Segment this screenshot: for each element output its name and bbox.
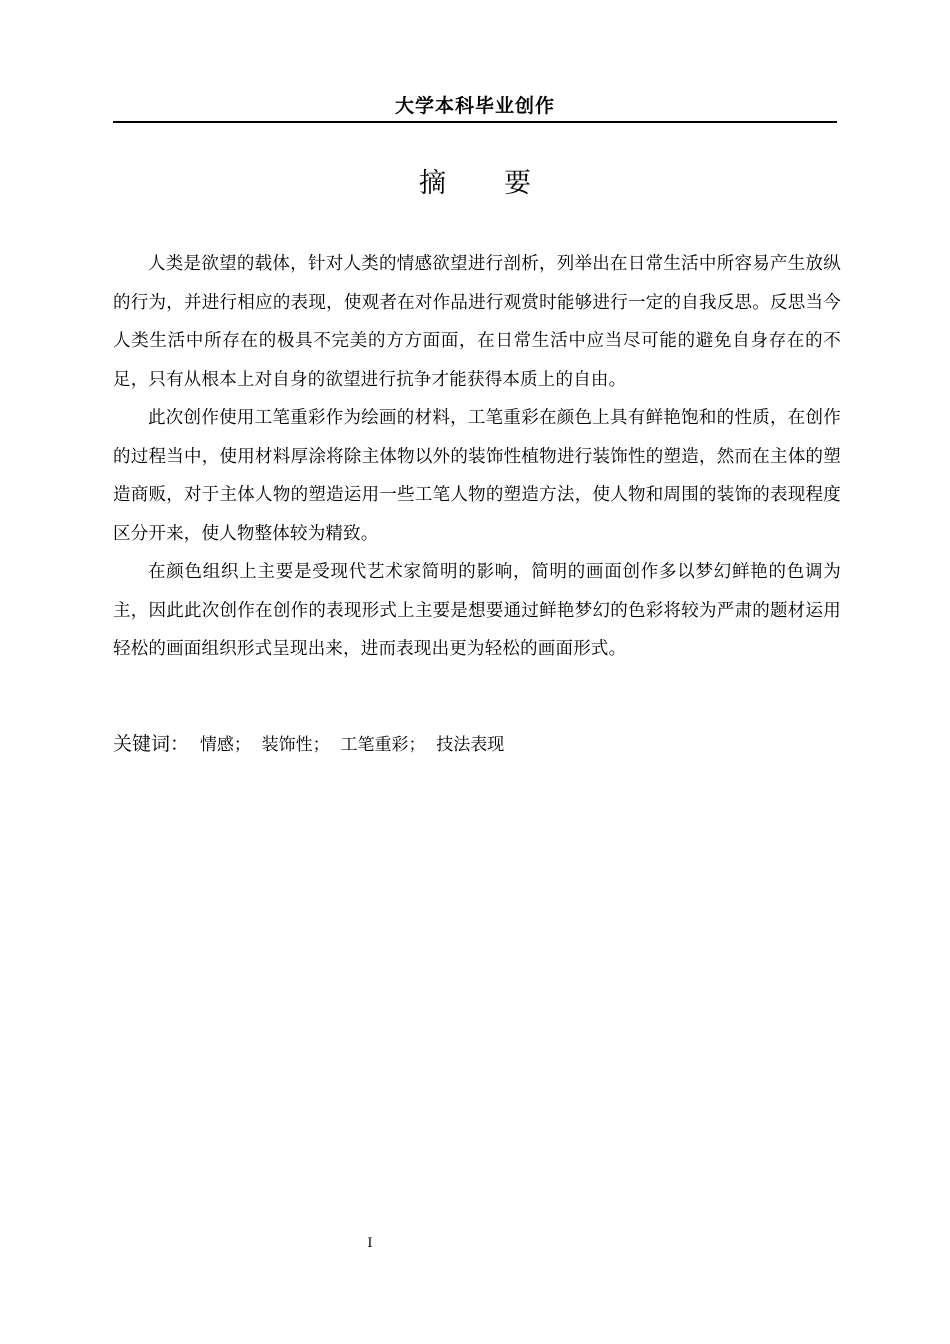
keyword-item: 情感； (199, 735, 251, 755)
page-number: I (367, 1236, 373, 1251)
abstract-paragraph-3: 在颜色组织上主要是受现代艺术家简明的影响，简明的画面创作多以梦幻鲜艳的色调为主，因此此次创作在创作的表现形式上主要是想要通过鲜艳梦幻的色彩将较为严肃的题材运用轻松的画面组织形式呈现出来，进而表现出更为轻松的画面形式。 (113, 562, 841, 659)
keyword-item: 工笔重彩； (340, 735, 426, 755)
keyword-item: 技法表现 (436, 735, 505, 755)
abstract-paragraph-2: 此次创作使用工笔重彩作为绘画的材料，工笔重彩在颜色上具有鲜艳饱和的性质，在创作的过程当中，使用材料厚涂将除主体物以外的装饰性植物进行装饰性的塑造，然而在主体的塑造商贩，对于主体人物的塑造运用一些工笔人物的塑造方法，使人物和周围的装饰的表现程度区分开来，使人物整体较为精致。 (113, 408, 841, 544)
abstract-paragraph-1: 人类是欲望的载体，针对人类的情感欲望进行剖析，列举出在日常生活中所容易产生放纵的行为，并进行相应的表现，使观者在对作品进行观赏时能够进行一定的自我反思。反思当今人类生活中所存在的极具不完美的方方面面，在日常生活中应当尽可能的避免自身存在的不足，只有从根本上对自身的欲望进行抗争才能获得本质上的自由。 (113, 254, 841, 390)
abstract-body (113, 245, 841, 669)
header-rule (113, 121, 837, 123)
abstract-title (113, 164, 837, 204)
abstract-title-char-2: 要 (504, 168, 531, 199)
keywords-line (113, 728, 837, 761)
abstract-title-char-1: 摘 (419, 168, 446, 199)
keywords-label: 关键词： (113, 733, 190, 755)
running-header: 大学本科毕业创作 (394, 95, 555, 117)
keyword-item: 装饰性； (261, 735, 330, 755)
